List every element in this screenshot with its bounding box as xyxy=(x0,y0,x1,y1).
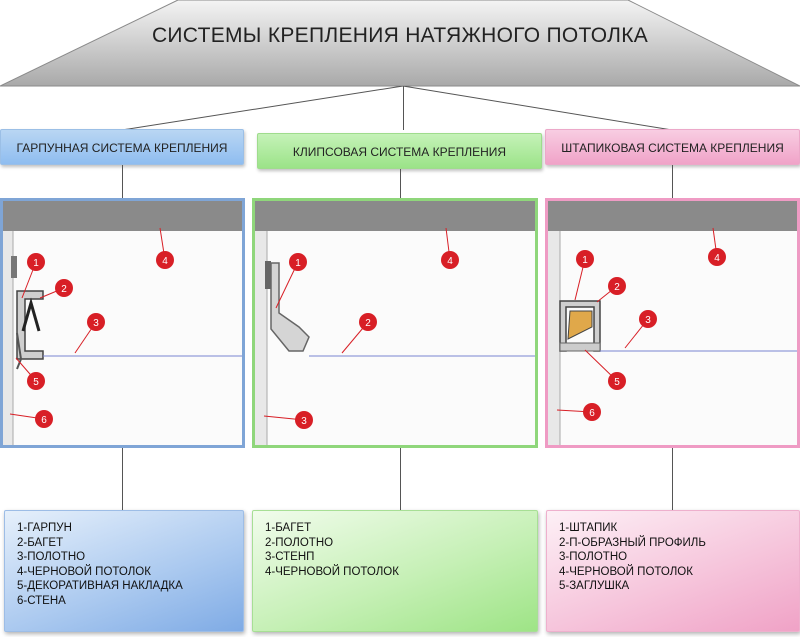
marker-2: 2 xyxy=(614,282,620,293)
marker-1: 1 xyxy=(582,255,588,266)
marker-4: 4 xyxy=(162,256,168,267)
legend-item: 2-П-ОБРАЗНЫЙ ПРОФИЛЬ xyxy=(559,536,706,549)
connector xyxy=(400,169,401,198)
marker-3: 3 xyxy=(301,416,307,427)
header-bead-system: ШТАПИКОВАЯ СИСТЕМА КРЕПЛЕНИЯ xyxy=(545,129,800,165)
header-clip-system: КЛИПСОВАЯ СИСТЕМА КРЕПЛЕНИЯ xyxy=(257,133,542,169)
legend-item: 4-ЧЕРНОВОЙ ПОТОЛОК xyxy=(265,565,399,578)
legend-item: 1-ШТАПИК xyxy=(559,522,618,534)
clip-markers xyxy=(252,198,538,448)
legend-item: 3-СТЕНП xyxy=(265,551,315,563)
legend-item: 1-ГАРПУН xyxy=(17,522,72,534)
marker-3: 3 xyxy=(645,315,651,326)
legend-item: 1-БАГЕТ xyxy=(265,522,312,534)
marker-6: 6 xyxy=(41,415,47,426)
marker-6: 6 xyxy=(589,408,595,419)
legend-item: 4-ЧЕРНОВОЙ ПОТОЛОК xyxy=(17,565,151,578)
connector xyxy=(400,448,401,510)
connector xyxy=(122,448,123,510)
legend-item: 4-ЧЕРНОВОЙ ПОТОЛОК xyxy=(559,565,693,578)
marker-1: 1 xyxy=(295,258,301,269)
legend-bead xyxy=(546,510,800,632)
legend-item: 2-ПОЛОТНО xyxy=(265,536,334,549)
legend-item: 3-ПОЛОТНО xyxy=(559,551,628,563)
marker-5: 5 xyxy=(614,377,620,388)
header-harpoon-system: ГАРПУННАЯ СИСТЕМА КРЕПЛЕНИЯ xyxy=(0,129,244,165)
legend-item: 2-БАГЕТ xyxy=(17,536,64,549)
legend-item: 6-СТЕНА xyxy=(17,594,66,607)
marker-3: 3 xyxy=(93,318,99,329)
bead-markers xyxy=(545,198,800,448)
marker-2: 2 xyxy=(61,284,67,295)
page-title: СИСТЕМЫ КРЕПЛЕНИЯ НАТЯЖНОГО ПОТОЛКА xyxy=(151,24,649,47)
connector xyxy=(672,448,673,510)
marker-4: 4 xyxy=(714,253,720,264)
marker-1: 1 xyxy=(33,258,39,269)
legend-item: 5-ДЕКОРАТИВНАЯ НАКЛАДКА xyxy=(17,580,183,592)
connector xyxy=(122,165,123,198)
legend-item: 3-ПОЛОТНО xyxy=(17,551,86,563)
legend-item: 5-ЗАГЛУШКА xyxy=(559,580,630,592)
harpoon-markers xyxy=(0,198,245,448)
marker-5: 5 xyxy=(33,377,39,388)
connector xyxy=(672,165,673,198)
marker-2: 2 xyxy=(365,318,371,329)
legend-clip xyxy=(252,510,538,632)
legend-harpoon xyxy=(4,510,244,632)
marker-4: 4 xyxy=(447,256,453,267)
